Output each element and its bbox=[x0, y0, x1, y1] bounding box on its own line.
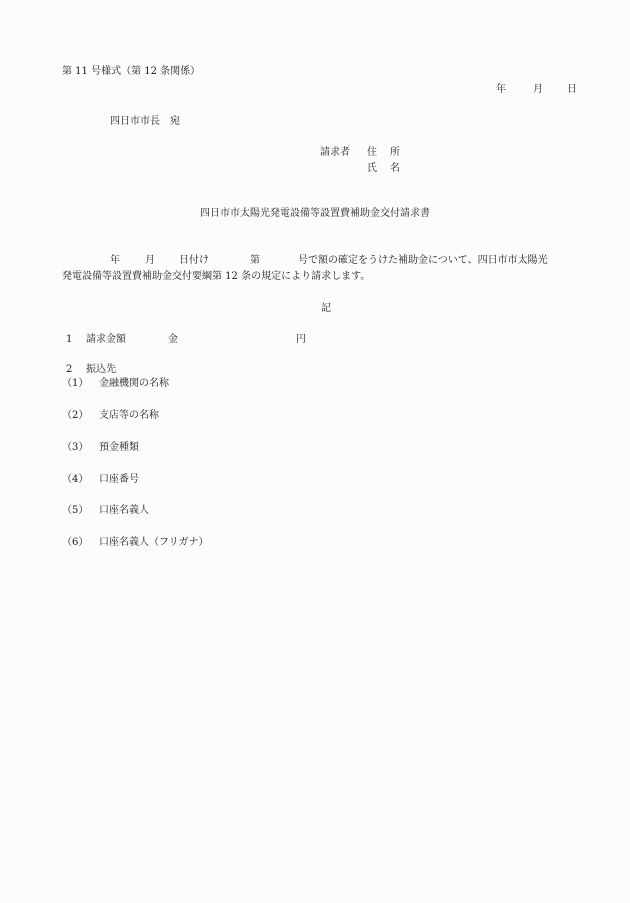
transfer-label: 振込先 bbox=[86, 364, 116, 375]
address-label-part1: 住 bbox=[367, 147, 377, 158]
transfer-item-num: （4） bbox=[62, 474, 89, 485]
ki-heading: 記 bbox=[321, 303, 331, 314]
addressee: 四日市市長 宛 bbox=[110, 116, 180, 127]
document-title: 四日市市太陽光発電設備等設置費補助金交付請求書 bbox=[200, 208, 430, 219]
amount-number: 1 bbox=[66, 334, 73, 345]
date-day-label: 日 bbox=[567, 84, 577, 95]
body-year: 年 bbox=[110, 255, 120, 266]
transfer-number: 2 bbox=[66, 364, 73, 375]
amount-kin: 金 bbox=[168, 334, 178, 345]
date-year-label: 年 bbox=[496, 84, 506, 95]
amount-en: 円 bbox=[296, 334, 306, 345]
transfer-item-num: （3） bbox=[62, 442, 89, 453]
transfer-item-bank-name: 金融機関の名称 bbox=[99, 378, 169, 389]
transfer-item-deposit-type: 預金種類 bbox=[99, 442, 139, 453]
transfer-item-account-number: 口座番号 bbox=[99, 474, 139, 485]
date-month-label: 月 bbox=[533, 84, 543, 95]
transfer-item-account-holder-kana: 口座名義人（フリガナ） bbox=[99, 537, 209, 548]
form-number: 第 11 号様式（第 12 条関係） bbox=[62, 66, 201, 77]
name-label-part2: 名 bbox=[390, 163, 400, 174]
body-day: 日付け bbox=[179, 255, 209, 266]
body-dai: 第 bbox=[250, 255, 260, 266]
transfer-item-num: （5） bbox=[62, 505, 89, 516]
transfer-item-branch-name: 支店等の名称 bbox=[99, 410, 159, 421]
body-line2: 発電設備等設置費補助金交付要綱第 12 条の規定により請求します。 bbox=[62, 271, 371, 282]
amount-label: 請求金額 bbox=[86, 334, 126, 345]
transfer-item-account-holder: 口座名義人 bbox=[99, 505, 149, 516]
requester-label: 請求者 bbox=[320, 147, 350, 158]
transfer-item-num: （2） bbox=[62, 410, 89, 421]
body-month: 月 bbox=[145, 255, 155, 266]
body-line1-rest: 号で額の確定をうけた補助金について、四日市市太陽光 bbox=[298, 255, 548, 266]
transfer-item-num: （6） bbox=[62, 537, 89, 548]
transfer-item-num: （1） bbox=[62, 378, 89, 389]
name-label-part1: 氏 bbox=[367, 163, 377, 174]
address-label-part2: 所 bbox=[390, 147, 400, 158]
